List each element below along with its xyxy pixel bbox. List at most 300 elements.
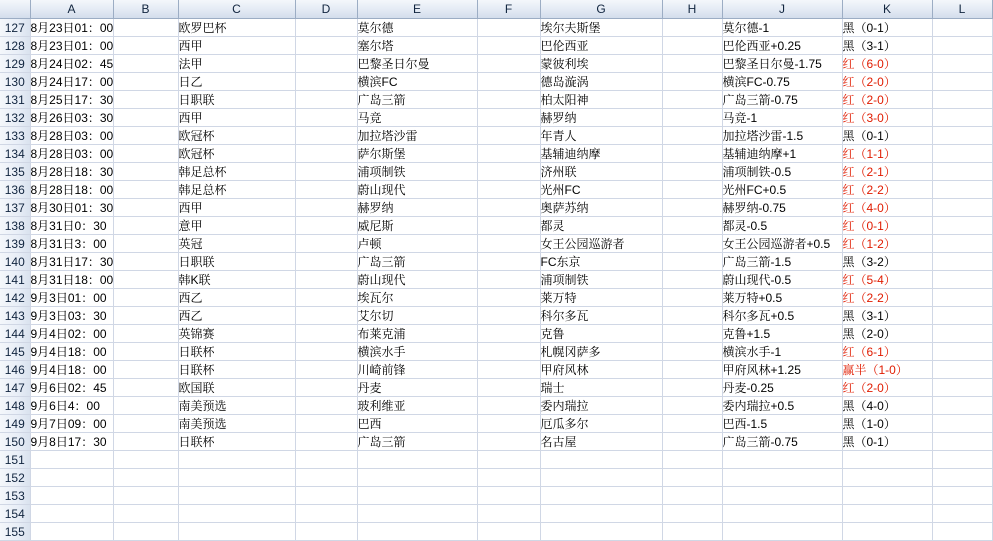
cell-handicap-pick[interactable]: 横滨FC-0.75 (722, 73, 842, 91)
cell-l-empty[interactable] (932, 379, 992, 397)
cell-b-empty[interactable] (113, 487, 178, 505)
cell-l-empty[interactable] (932, 127, 992, 145)
table-row[interactable] (0, 397, 992, 415)
cell-d-empty[interactable] (295, 235, 357, 253)
cell-league[interactable] (178, 505, 295, 523)
cell-away-team[interactable]: 光州FC (540, 181, 662, 199)
cell-handicap-pick[interactable]: 基辅迪纳摩+1 (722, 145, 842, 163)
cell-result[interactable]: 赢半（1-0） (842, 361, 932, 379)
cell-date[interactable]: 8月28日03：00 (30, 127, 113, 145)
cell-d-empty[interactable] (295, 127, 357, 145)
cell-b-empty[interactable] (113, 433, 178, 451)
table-row[interactable] (0, 145, 992, 163)
cell-handicap-pick[interactable]: 都灵-0.5 (722, 217, 842, 235)
table-row[interactable] (0, 415, 992, 433)
cell-result[interactable]: 红（2-2） (842, 289, 932, 307)
cell-home-team[interactable]: 横滨水手 (357, 343, 477, 361)
cell-away-team[interactable]: 年青人 (540, 127, 662, 145)
column-header-a[interactable]: A (30, 0, 113, 19)
row-header[interactable]: 134 (0, 145, 30, 163)
cell-league[interactable]: 韩足总杯 (178, 181, 295, 199)
cell-l-empty[interactable] (932, 145, 992, 163)
cell-date[interactable]: 9月6日4：00 (30, 397, 113, 415)
cell-h-empty[interactable] (662, 361, 722, 379)
row-header[interactable]: 141 (0, 271, 30, 289)
cell-away-team[interactable]: 德岛漩涡 (540, 73, 662, 91)
cell-h-empty[interactable] (662, 451, 722, 469)
cell-date[interactable]: 8月24日17：00 (30, 73, 113, 91)
cell-b-empty[interactable] (113, 271, 178, 289)
cell-l-empty[interactable] (932, 271, 992, 289)
row-header[interactable]: 129 (0, 55, 30, 73)
cell-handicap-pick[interactable]: 甲府风林+1.25 (722, 361, 842, 379)
cell-date[interactable]: 8月24日02：45 (30, 55, 113, 73)
cell-f-empty[interactable] (477, 433, 540, 451)
cell-away-team[interactable]: 赫罗纳 (540, 109, 662, 127)
row-header[interactable]: 148 (0, 397, 30, 415)
cell-b-empty[interactable] (113, 163, 178, 181)
cell-b-empty[interactable] (113, 127, 178, 145)
row-header[interactable]: 151 (0, 451, 30, 469)
cell-league[interactable]: 法甲 (178, 55, 295, 73)
cell-handicap-pick[interactable]: 赫罗纳-0.75 (722, 199, 842, 217)
cell-date[interactable]: 8月31日3：00 (30, 235, 113, 253)
cell-home-team[interactable]: 塞尔塔 (357, 37, 477, 55)
cell-h-empty[interactable] (662, 235, 722, 253)
cell-away-team[interactable] (540, 523, 662, 541)
cell-date[interactable]: 9月4日18：00 (30, 343, 113, 361)
cell-result[interactable]: 黑（1-0） (842, 415, 932, 433)
column-header-l[interactable]: L (932, 0, 992, 19)
cell-away-team[interactable]: 厄瓜多尔 (540, 415, 662, 433)
table-row[interactable] (0, 523, 992, 541)
cell-h-empty[interactable] (662, 289, 722, 307)
cell-result[interactable]: 红（0-1） (842, 217, 932, 235)
table-row[interactable] (0, 181, 992, 199)
cell-f-empty[interactable] (477, 271, 540, 289)
row-header[interactable]: 150 (0, 433, 30, 451)
row-header[interactable]: 139 (0, 235, 30, 253)
cell-h-empty[interactable] (662, 487, 722, 505)
cell-result[interactable]: 红（1-2） (842, 235, 932, 253)
cell-home-team[interactable]: 川崎前锋 (357, 361, 477, 379)
column-header-c[interactable]: C (178, 0, 295, 19)
cell-handicap-pick[interactable] (722, 505, 842, 523)
cell-handicap-pick[interactable]: 巴伦西亚+0.25 (722, 37, 842, 55)
cell-handicap-pick[interactable] (722, 487, 842, 505)
cell-d-empty[interactable] (295, 487, 357, 505)
row-header[interactable]: 128 (0, 37, 30, 55)
cell-date[interactable]: 8月28日18：00 (30, 181, 113, 199)
cell-home-team[interactable]: 广岛三箭 (357, 91, 477, 109)
cell-d-empty[interactable] (295, 289, 357, 307)
cell-b-empty[interactable] (113, 451, 178, 469)
column-header-e[interactable]: E (357, 0, 477, 19)
cell-handicap-pick[interactable]: 莫尔德-1 (722, 19, 842, 37)
cell-home-team[interactable]: 浦项制铁 (357, 163, 477, 181)
cell-away-team[interactable]: 莱万特 (540, 289, 662, 307)
cell-away-team[interactable]: 巴伦西亚 (540, 37, 662, 55)
cell-result[interactable] (842, 451, 932, 469)
cell-b-empty[interactable] (113, 307, 178, 325)
cell-date[interactable]: 8月23日01：00 (30, 37, 113, 55)
cell-league[interactable]: 欧罗巴杯 (178, 19, 295, 37)
cell-away-team[interactable]: 基辅迪纳摩 (540, 145, 662, 163)
table-row[interactable] (0, 199, 992, 217)
cell-f-empty[interactable] (477, 181, 540, 199)
cell-h-empty[interactable] (662, 217, 722, 235)
cell-l-empty[interactable] (932, 109, 992, 127)
cell-result[interactable]: 红（2-0） (842, 91, 932, 109)
cell-b-empty[interactable] (113, 415, 178, 433)
table-row[interactable] (0, 163, 992, 181)
row-header[interactable]: 135 (0, 163, 30, 181)
row-header[interactable]: 144 (0, 325, 30, 343)
cell-date[interactable]: 8月26日03：30 (30, 109, 113, 127)
table-row[interactable] (0, 505, 992, 523)
cell-handicap-pick[interactable] (722, 523, 842, 541)
cell-away-team[interactable]: 瑞士 (540, 379, 662, 397)
cell-h-empty[interactable] (662, 415, 722, 433)
cell-l-empty[interactable] (932, 289, 992, 307)
cell-date[interactable]: 9月8日17：30 (30, 433, 113, 451)
cell-f-empty[interactable] (477, 109, 540, 127)
cell-result[interactable]: 黑（2-0） (842, 325, 932, 343)
cell-b-empty[interactable] (113, 325, 178, 343)
column-header-g[interactable]: G (540, 0, 662, 19)
cell-d-empty[interactable] (295, 163, 357, 181)
cell-home-team[interactable]: 莫尔德 (357, 19, 477, 37)
column-header-k[interactable]: K (842, 0, 932, 19)
cell-b-empty[interactable] (113, 73, 178, 91)
cell-league[interactable]: 西甲 (178, 109, 295, 127)
column-header-d[interactable]: D (295, 0, 357, 19)
cell-handicap-pick[interactable] (722, 451, 842, 469)
cell-result[interactable]: 红（2-1） (842, 163, 932, 181)
row-header[interactable]: 132 (0, 109, 30, 127)
cell-league[interactable]: 日职联 (178, 253, 295, 271)
cell-away-team[interactable] (540, 487, 662, 505)
cell-away-team[interactable]: 名古屋 (540, 433, 662, 451)
table-row[interactable] (0, 37, 992, 55)
table-row[interactable] (0, 325, 992, 343)
cell-date[interactable]: 9月3日01：00 (30, 289, 113, 307)
cell-h-empty[interactable] (662, 37, 722, 55)
cell-b-empty[interactable] (113, 523, 178, 541)
cell-date[interactable] (30, 487, 113, 505)
cell-date[interactable]: 8月31日0：30 (30, 217, 113, 235)
cell-d-empty[interactable] (295, 253, 357, 271)
column-header-j[interactable]: J (722, 0, 842, 19)
cell-f-empty[interactable] (477, 235, 540, 253)
cell-d-empty[interactable] (295, 469, 357, 487)
cell-date[interactable]: 8月30日01：30 (30, 199, 113, 217)
cell-league[interactable]: 韩足总杯 (178, 163, 295, 181)
cell-league[interactable]: 英冠 (178, 235, 295, 253)
cell-date[interactable]: 8月23日01：00 (30, 19, 113, 37)
cell-h-empty[interactable] (662, 523, 722, 541)
cell-f-empty[interactable] (477, 307, 540, 325)
table-row[interactable] (0, 379, 992, 397)
cell-h-empty[interactable] (662, 307, 722, 325)
cell-b-empty[interactable] (113, 253, 178, 271)
cell-h-empty[interactable] (662, 55, 722, 73)
cell-away-team[interactable]: 埃尔夫斯堡 (540, 19, 662, 37)
cell-league[interactable]: 西甲 (178, 37, 295, 55)
cell-result[interactable]: 黑（3-2） (842, 253, 932, 271)
cell-l-empty[interactable] (932, 253, 992, 271)
cell-league[interactable] (178, 487, 295, 505)
cell-league[interactable]: 西乙 (178, 307, 295, 325)
cell-date[interactable] (30, 505, 113, 523)
cell-home-team[interactable] (357, 487, 477, 505)
cell-l-empty[interactable] (932, 469, 992, 487)
cell-result[interactable]: 红（2-0） (842, 379, 932, 397)
cell-l-empty[interactable] (932, 19, 992, 37)
cell-away-team[interactable]: 克鲁 (540, 325, 662, 343)
cell-home-team[interactable]: 玻利维亚 (357, 397, 477, 415)
cell-d-empty[interactable] (295, 19, 357, 37)
cell-handicap-pick[interactable]: 丹麦-0.25 (722, 379, 842, 397)
cell-away-team[interactable]: 女王公园巡游者 (540, 235, 662, 253)
cell-away-team[interactable]: 科尔多瓦 (540, 307, 662, 325)
row-header[interactable]: 146 (0, 361, 30, 379)
cell-date[interactable]: 8月31日18：00 (30, 271, 113, 289)
cell-f-empty[interactable] (477, 469, 540, 487)
cell-l-empty[interactable] (932, 181, 992, 199)
cell-h-empty[interactable] (662, 469, 722, 487)
cell-date[interactable] (30, 451, 113, 469)
table-row[interactable] (0, 55, 992, 73)
cell-h-empty[interactable] (662, 127, 722, 145)
cell-result[interactable]: 黑（0-1） (842, 19, 932, 37)
cell-date[interactable]: 8月31日17：30 (30, 253, 113, 271)
table-row[interactable] (0, 343, 992, 361)
cell-f-empty[interactable] (477, 145, 540, 163)
table-row[interactable] (0, 433, 992, 451)
cell-away-team[interactable]: 都灵 (540, 217, 662, 235)
table-row[interactable] (0, 91, 992, 109)
row-header[interactable]: 131 (0, 91, 30, 109)
cell-b-empty[interactable] (113, 361, 178, 379)
cell-f-empty[interactable] (477, 289, 540, 307)
cell-home-team[interactable]: 萨尔斯堡 (357, 145, 477, 163)
cell-d-empty[interactable] (295, 415, 357, 433)
cell-league[interactable]: 欧冠杯 (178, 127, 295, 145)
cell-b-empty[interactable] (113, 37, 178, 55)
cell-date[interactable]: 8月25日17：30 (30, 91, 113, 109)
column-header-b[interactable]: B (113, 0, 178, 19)
cell-f-empty[interactable] (477, 523, 540, 541)
cell-handicap-pick[interactable]: 克鲁+1.5 (722, 325, 842, 343)
cell-b-empty[interactable] (113, 505, 178, 523)
cell-home-team[interactable]: 巴黎圣日尔曼 (357, 55, 477, 73)
cell-result[interactable]: 红（1-1） (842, 145, 932, 163)
cell-h-empty[interactable] (662, 91, 722, 109)
cell-league[interactable]: 南美预选 (178, 415, 295, 433)
cell-b-empty[interactable] (113, 145, 178, 163)
cell-f-empty[interactable] (477, 19, 540, 37)
cell-date[interactable]: 8月28日03：00 (30, 145, 113, 163)
cell-league[interactable]: 日联杯 (178, 433, 295, 451)
cell-f-empty[interactable] (477, 397, 540, 415)
cell-home-team[interactable]: 横滨FC (357, 73, 477, 91)
cell-result[interactable] (842, 487, 932, 505)
cell-home-team[interactable]: 马竞 (357, 109, 477, 127)
cell-f-empty[interactable] (477, 505, 540, 523)
cell-f-empty[interactable] (477, 127, 540, 145)
cell-l-empty[interactable] (932, 163, 992, 181)
cell-away-team[interactable] (540, 505, 662, 523)
cell-d-empty[interactable] (295, 199, 357, 217)
cell-league[interactable]: 日乙 (178, 73, 295, 91)
cell-result[interactable]: 黑（3-1） (842, 37, 932, 55)
cell-result[interactable]: 黑（0-1） (842, 127, 932, 145)
cell-league[interactable] (178, 523, 295, 541)
cell-home-team[interactable]: 埃瓦尔 (357, 289, 477, 307)
cell-b-empty[interactable] (113, 343, 178, 361)
cell-home-team[interactable]: 艾尔切 (357, 307, 477, 325)
cell-handicap-pick[interactable]: 广岛三箭-1.5 (722, 253, 842, 271)
cell-league[interactable]: 日职联 (178, 91, 295, 109)
cell-b-empty[interactable] (113, 91, 178, 109)
table-row[interactable] (0, 361, 992, 379)
cell-f-empty[interactable] (477, 217, 540, 235)
cell-home-team[interactable]: 卢顿 (357, 235, 477, 253)
cell-result[interactable]: 红（4-0） (842, 199, 932, 217)
table-row[interactable] (0, 127, 992, 145)
row-header[interactable]: 143 (0, 307, 30, 325)
cell-handicap-pick[interactable]: 广岛三箭-0.75 (722, 91, 842, 109)
cell-league[interactable]: 欧国联 (178, 379, 295, 397)
cell-h-empty[interactable] (662, 505, 722, 523)
cell-away-team[interactable]: 甲府风林 (540, 361, 662, 379)
cell-date[interactable]: 9月6日02：45 (30, 379, 113, 397)
cell-f-empty[interactable] (477, 415, 540, 433)
column-header-h[interactable]: H (662, 0, 722, 19)
cell-handicap-pick[interactable]: 科尔多瓦+0.5 (722, 307, 842, 325)
cell-h-empty[interactable] (662, 343, 722, 361)
cell-f-empty[interactable] (477, 451, 540, 469)
cell-d-empty[interactable] (295, 271, 357, 289)
cell-l-empty[interactable] (932, 487, 992, 505)
cell-d-empty[interactable] (295, 379, 357, 397)
cell-league[interactable] (178, 469, 295, 487)
cell-f-empty[interactable] (477, 343, 540, 361)
cell-date[interactable] (30, 469, 113, 487)
cell-h-empty[interactable] (662, 271, 722, 289)
cell-b-empty[interactable] (113, 199, 178, 217)
cell-b-empty[interactable] (113, 379, 178, 397)
table-row[interactable] (0, 73, 992, 91)
cell-f-empty[interactable] (477, 199, 540, 217)
row-header[interactable]: 127 (0, 19, 30, 37)
cell-league[interactable]: 西乙 (178, 289, 295, 307)
cell-f-empty[interactable] (477, 163, 540, 181)
cell-f-empty[interactable] (477, 55, 540, 73)
cell-date[interactable]: 9月7日09：00 (30, 415, 113, 433)
cell-l-empty[interactable] (932, 397, 992, 415)
cell-l-empty[interactable] (932, 235, 992, 253)
cell-h-empty[interactable] (662, 253, 722, 271)
table-row[interactable] (0, 271, 992, 289)
cell-date[interactable]: 9月4日02：00 (30, 325, 113, 343)
cell-d-empty[interactable] (295, 523, 357, 541)
cell-handicap-pick[interactable]: 加拉塔沙雷-1.5 (722, 127, 842, 145)
cell-result[interactable] (842, 523, 932, 541)
cell-f-empty[interactable] (477, 487, 540, 505)
cell-result[interactable]: 红（3-0） (842, 109, 932, 127)
cell-l-empty[interactable] (932, 91, 992, 109)
cell-result[interactable]: 红（5-4） (842, 271, 932, 289)
cell-h-empty[interactable] (662, 199, 722, 217)
cell-handicap-pick[interactable]: 马竞-1 (722, 109, 842, 127)
cell-h-empty[interactable] (662, 433, 722, 451)
select-all-corner[interactable] (0, 0, 30, 19)
cell-d-empty[interactable] (295, 37, 357, 55)
cell-h-empty[interactable] (662, 73, 722, 91)
cell-h-empty[interactable] (662, 163, 722, 181)
row-header[interactable]: 145 (0, 343, 30, 361)
cell-b-empty[interactable] (113, 217, 178, 235)
cell-b-empty[interactable] (113, 235, 178, 253)
cell-result[interactable]: 黑（4-0） (842, 397, 932, 415)
cell-handicap-pick[interactable]: 莱万特+0.5 (722, 289, 842, 307)
cell-home-team[interactable]: 布莱克浦 (357, 325, 477, 343)
row-header[interactable]: 153 (0, 487, 30, 505)
cell-league[interactable]: 南美预选 (178, 397, 295, 415)
table-row[interactable] (0, 235, 992, 253)
cell-l-empty[interactable] (932, 523, 992, 541)
cell-f-empty[interactable] (477, 91, 540, 109)
cell-d-empty[interactable] (295, 73, 357, 91)
cell-league[interactable]: 日联杯 (178, 343, 295, 361)
cell-handicap-pick[interactable]: 蔚山现代-0.5 (722, 271, 842, 289)
cell-d-empty[interactable] (295, 55, 357, 73)
cell-home-team[interactable]: 丹麦 (357, 379, 477, 397)
cell-home-team[interactable] (357, 451, 477, 469)
cell-result[interactable]: 红（2-2） (842, 181, 932, 199)
cell-result[interactable]: 红（6-0） (842, 55, 932, 73)
row-header[interactable]: 137 (0, 199, 30, 217)
cell-away-team[interactable]: 济州联 (540, 163, 662, 181)
cell-result[interactable] (842, 505, 932, 523)
cell-b-empty[interactable] (113, 181, 178, 199)
cell-home-team[interactable]: 赫罗纳 (357, 199, 477, 217)
cell-d-empty[interactable] (295, 91, 357, 109)
cell-handicap-pick[interactable]: 浦项制铁-0.5 (722, 163, 842, 181)
cell-h-empty[interactable] (662, 325, 722, 343)
cell-d-empty[interactable] (295, 307, 357, 325)
row-header[interactable]: 149 (0, 415, 30, 433)
cell-home-team[interactable]: 广岛三箭 (357, 433, 477, 451)
cell-league[interactable]: 意甲 (178, 217, 295, 235)
cell-h-empty[interactable] (662, 397, 722, 415)
cell-handicap-pick[interactable]: 巴黎圣日尔曼-1.75 (722, 55, 842, 73)
cell-l-empty[interactable] (932, 217, 992, 235)
cell-date[interactable]: 8月28日18：30 (30, 163, 113, 181)
cell-d-empty[interactable] (295, 343, 357, 361)
row-header[interactable]: 154 (0, 505, 30, 523)
table-row[interactable] (0, 469, 992, 487)
cell-handicap-pick[interactable] (722, 469, 842, 487)
cell-league[interactable]: 韩K联 (178, 271, 295, 289)
cell-home-team[interactable] (357, 505, 477, 523)
cell-away-team[interactable] (540, 469, 662, 487)
cell-result[interactable]: 红（6-1） (842, 343, 932, 361)
cell-f-empty[interactable] (477, 37, 540, 55)
cell-b-empty[interactable] (113, 397, 178, 415)
